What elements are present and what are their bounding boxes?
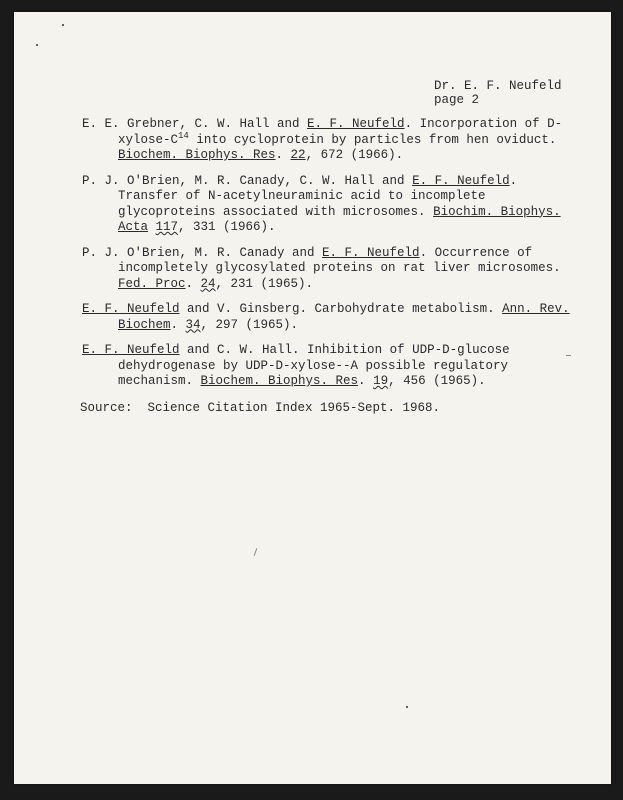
volume-number: 22 [290,148,306,162]
volume-number: 24 [200,276,216,291]
volume-number: 34 [185,317,201,332]
document-page [14,12,611,784]
volume-number: 19 [373,374,389,388]
volume-number: 117 [155,220,179,234]
ink-speck [62,24,64,26]
highlighted-author: E. F. Neufeld [307,117,405,131]
highlighted-author: E. F. Neufeld [322,245,420,260]
source-note: Source: Science Citation Index 1965-Sept. 1968. [80,401,441,415]
page-header [434,79,562,107]
highlighted-author: E. F. Neufeld [412,173,510,188]
header-page-number: page 2 [434,93,480,107]
reference-item: P. J. O'Brien, M. R. Canady, C. W. Hall and E. F. Neufeld. Transfer of N-acetylneuraminic acid to incomplete glycoproteins associated with microsomes. Biochim. Biophys. Acta 117, 331 (1966). [82,173,561,234]
stray-mark [566,355,571,356]
journal-name: Fed. Proc [118,276,186,291]
journal-name: Biochem. Biophys. Res [118,148,276,162]
stray-mark [254,548,258,556]
highlighted-author: E. F. Neufeld [82,302,180,316]
ink-speck [406,706,408,708]
reference-item: E. F. Neufeld and V. Ginsberg. Carbohydrate metabolism. Ann. Rev. Biochem. 34, 297 (1965). [82,302,570,332]
journal-name: Ann. Rev. Biochem [118,302,570,332]
journal-name: Biochem. Biophys. Res [200,374,359,388]
highlighted-author: E. F. Neufeld [82,343,180,357]
reference-item: E. E. Grebner, C. W. Hall and E. F. Neufeld. Incorporation of $D-xylose-C^{14}$ into cycloprotein by particles from hen oviduct. Biochem. Biophys. Res. 22, 672 (1966). [82,117,563,162]
journal-name: Biochim. Biophys. Acta [118,204,561,234]
reference-item: P. J. O'Brien, M. R. Canady and E. F. Neufeld. Occurrence of incompletely glycosylated proteins on rat liver microsomes. Fed. Proc. 24, 231 (1965). [82,245,561,291]
header-name: Dr. E. F. Neufeld [434,79,562,93]
reference-item: E. F. Neufeld and C. W. Hall. Inhibition of UDP-D-glucose dehydrogenase by UDP-D-xylose--A possible regulatory mechanism. Biochem. Biophys. Res. 19, 456 (1965). [82,343,510,388]
reference-list [82,117,582,400]
ink-speck [36,44,38,46]
